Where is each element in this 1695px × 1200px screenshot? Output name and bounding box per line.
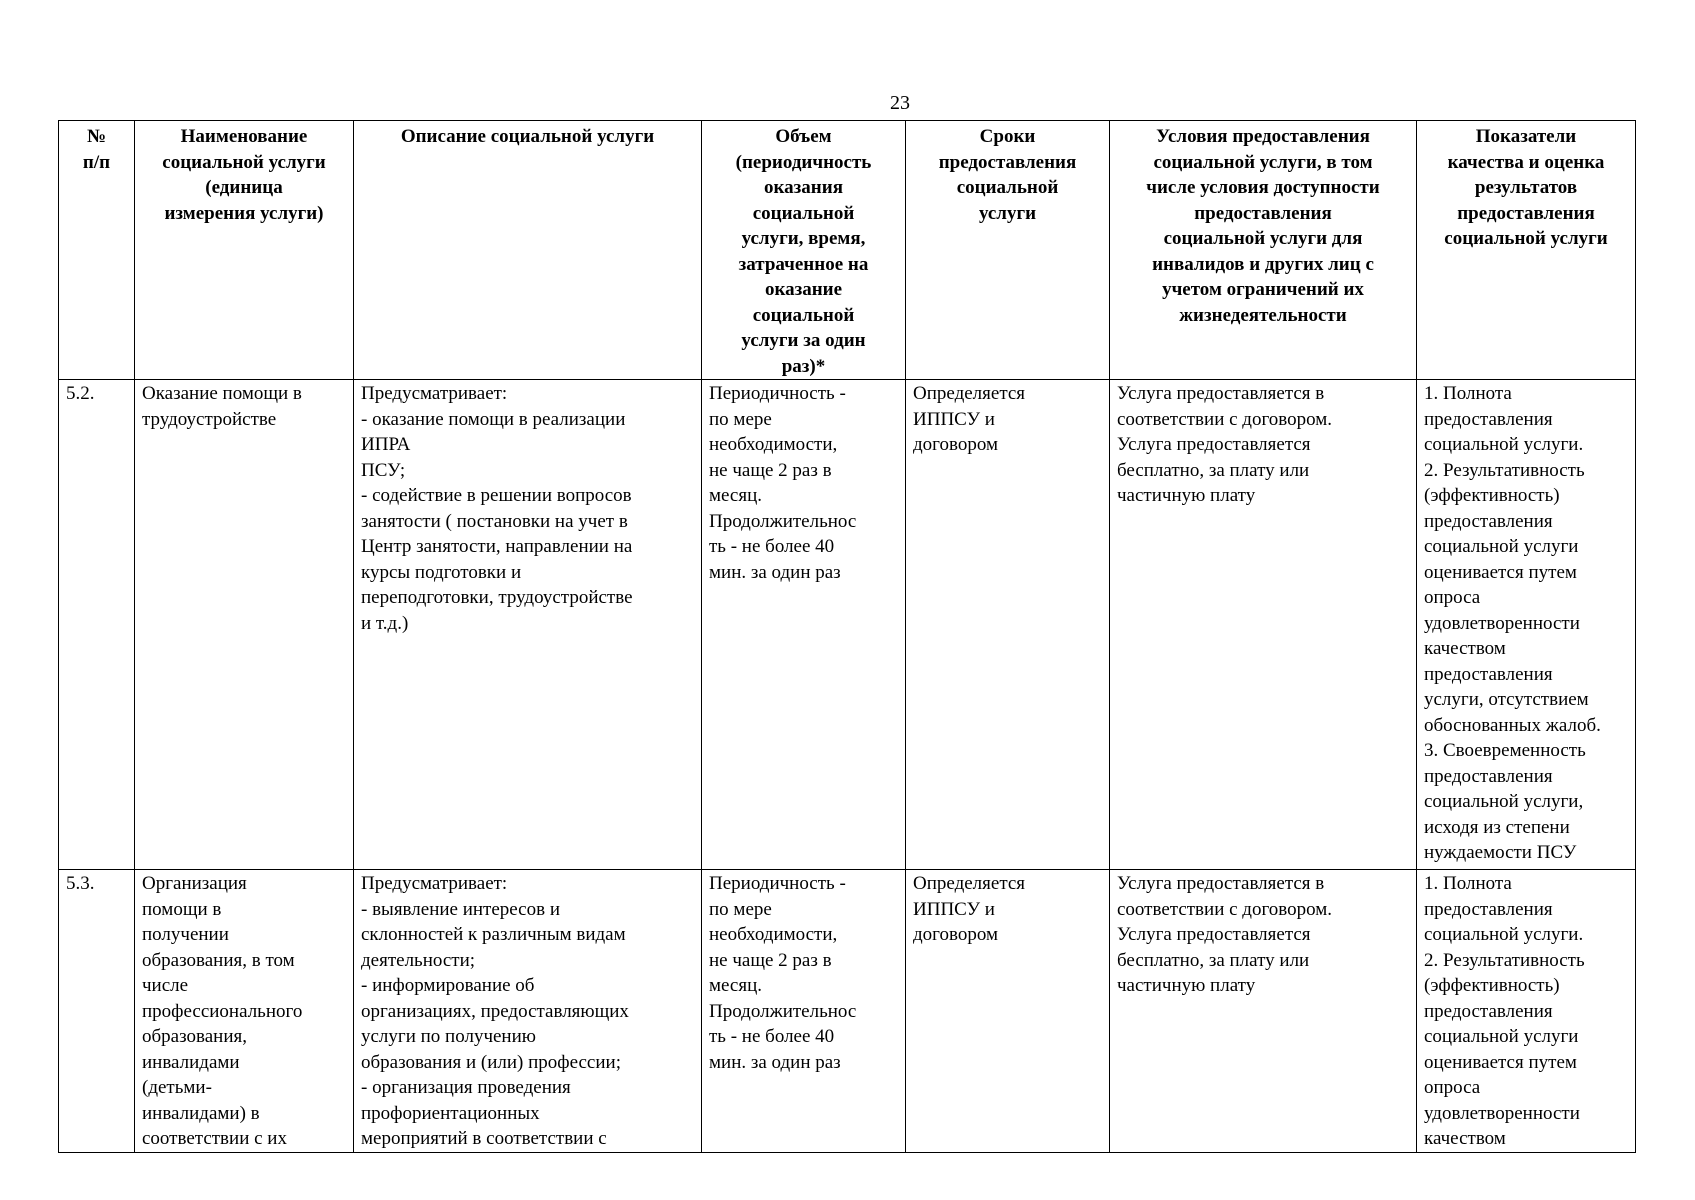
page-number: 23 xyxy=(890,92,910,114)
header-service-terms: Сроки предоставления социальной услуги xyxy=(906,121,1110,380)
header-service-name: Наименование социальной услуги (единица измерения услуги) xyxy=(135,121,354,380)
cell-number: 5.3. xyxy=(59,870,135,1153)
cell-indicators: 1. Полнота предоставления социальной услуги. 2. Результативность (эффективность) предоставления социальной услуги оценивается путем опроса удовлетворенности качеством xyxy=(1417,870,1636,1153)
cell-service-name: Оказание помощи в трудоустройстве xyxy=(135,380,354,870)
cell-conditions: Услуга предоставляется в соответствии с договором. Услуга предоставляется бесплатно, за плату или частичную плату xyxy=(1110,870,1417,1153)
header-service-volume: Объем (периодичность оказания социальной услуги, время, затраченное на оказание социальной услуги за один раз)* xyxy=(702,121,906,380)
header-service-description: Описание социальной услуги xyxy=(354,121,702,380)
table-header-row xyxy=(59,121,1636,380)
header-service-conditions: Условия предоставления социальной услуги, в том числе условия доступности предоставления социальной услуги для инвалидов и других лиц с учетом ограничений их жизнедеятельности xyxy=(1110,121,1417,380)
services-table xyxy=(58,120,1636,1153)
cell-terms: Определяется ИППСУ и договором xyxy=(906,870,1110,1153)
cell-description: Предусматривает: - оказание помощи в реализации ИПРА ПСУ; - содействие в решении вопросов занятости ( постановки на учет в Центр занятости, направлении на курсы подготовки и переподготовки, трудоустройстве и т.д.) xyxy=(354,380,702,870)
cell-conditions: Услуга предоставляется в соответствии с договором. Услуга предоставляется бесплатно, за плату или частичную плату xyxy=(1110,380,1417,870)
header-number: № п/п xyxy=(59,121,135,380)
cell-indicators: 1. Полнота предоставления социальной услуги. 2. Результативность (эффективность) предоставления социальной услуги оценивается путем опроса удовлетворенности качеством предоставления услуги, отсутствием обоснованных жалоб. 3. Своевременность предоставления социальной услуги, исходя из степени нуждаемости ПСУ xyxy=(1417,380,1636,870)
cell-service-name: Организация помощи в получении образования, в том числе профессионального образования, инвалидами (детьми- инвалидами) в соответствии с их xyxy=(135,870,354,1153)
cell-terms: Определяется ИППСУ и договором xyxy=(906,380,1110,870)
cell-volume: Периодичность - по мере необходимости, не чаще 2 раз в месяц. Продолжительнос ть - не более 40 мин. за один раз xyxy=(702,870,906,1153)
cell-description: Предусматривает: - выявление интересов и склонностей к различным видам деятельности; - информирование об организациях, предоставляющих услуги по получению образования и (или) профессии; - организация проведения профориентационных мероприятий в соответствии с xyxy=(354,870,702,1153)
cell-volume: Периодичность - по мере необходимости, не чаще 2 раз в месяц. Продолжительнос ть - не более 40 мин. за один раз xyxy=(702,380,906,870)
cell-number: 5.2. xyxy=(59,380,135,870)
table-row xyxy=(59,380,1636,870)
table-row xyxy=(59,870,1636,1153)
header-quality-indicators: Показатели качества и оценка результатов предоставления социальной услуги xyxy=(1417,121,1636,380)
